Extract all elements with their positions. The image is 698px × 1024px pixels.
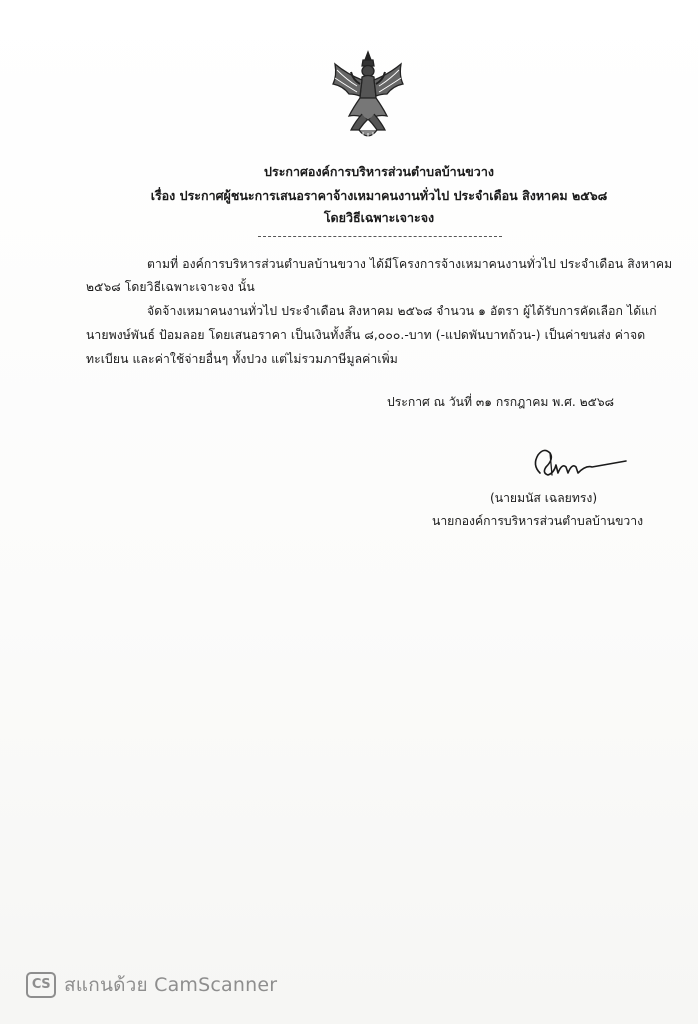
announcement-subject: เรื่อง ประกาศผู้ชนะการเสนอราคาจ้างเหมาคนงานทั่วไป ประจำเดือน สิงหาคม ๒๕๖๘ — [150, 188, 608, 203]
signer-name: (นายมนัส เฉลยทรง) — [490, 491, 598, 505]
announcement-date: ประกาศ ณ วันที่ ๓๑ กรกฎาคม พ.ศ. ๒๕๖๘ — [387, 395, 615, 409]
handwritten-signature — [530, 445, 628, 481]
header-divider — [258, 236, 502, 237]
body-paragraph2-line1: จัดจ้างเหมาคนงานทั่วไป ประจำเดือน สิงหาคม ๒๕๖๘ จำนวน ๑ อัตรา ผู้ได้รับการคัดเลือก ได้แก่ — [147, 304, 657, 318]
camscanner-watermark — [26, 970, 277, 1000]
signer-title: นายกองค์การบริหารส่วนตำบลบ้านขวาง — [432, 514, 644, 528]
body-paragraph2-line2: นายพงษ์พันธ์ ป้อมลอย โดยเสนอราคา เป็นเงินทั้งสิ้น ๘,๐๐๐.-บาท (-แปดพันบาทถ้วน-) เป็นค่าขนส่ง ค่าจด — [86, 328, 646, 342]
body-paragraph2-line3: ทะเบียน และค่าใช้จ่ายอื่นๆ ทั้งปวง แต่ไม่รวมภาษีมูลค่าเพิ่ม — [86, 352, 398, 366]
body-paragraph1-line1: ตามที่ องค์การบริหารส่วนตำบลบ้านขวาง ได้มีโครงการจ้างเหมาคนงานทั่วไป ประจำเดือน สิงหาคม — [147, 257, 673, 271]
watermark-text: สแกนด้วย CamScanner — [64, 974, 278, 996]
announcement-title: ประกาศองค์การบริหารส่วนตำบลบ้านขวาง — [264, 164, 494, 179]
procurement-method: โดยวิธีเฉพาะเจาะจง — [323, 210, 435, 225]
garuda-emblem-icon — [329, 50, 407, 142]
body-paragraph1-line2: ๒๕๖๘ โดยวิธีเฉพาะเจาะจง นั้น — [86, 280, 255, 294]
camscanner-logo-icon: CS — [26, 972, 56, 998]
